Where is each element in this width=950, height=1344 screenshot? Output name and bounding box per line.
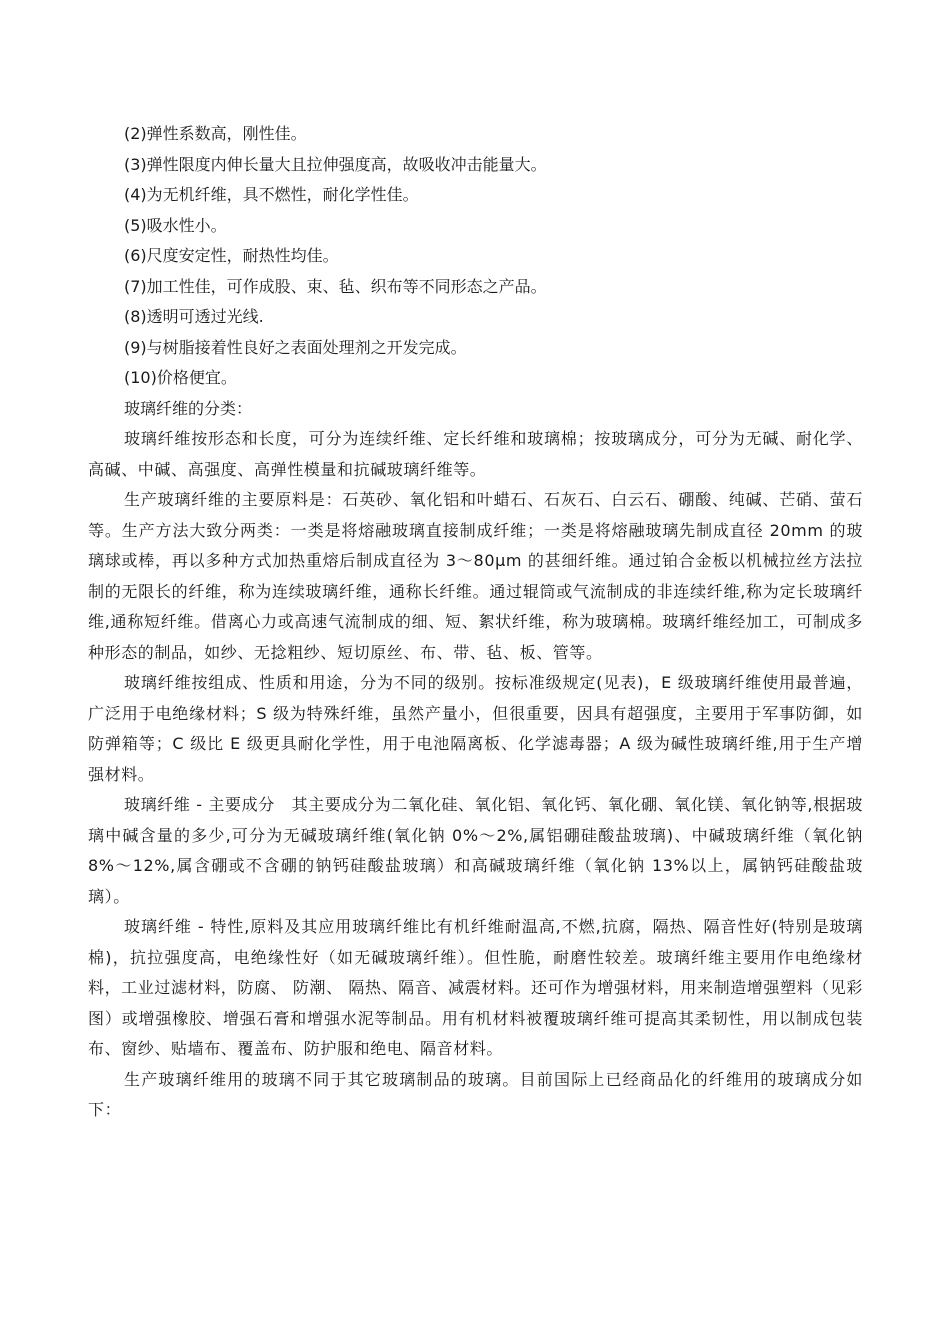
list-item: (10)价格便宜。	[124, 368, 237, 387]
list-item: (5)吸水性小。	[124, 215, 227, 235]
list-item: (7)加工性佳，可作成股、束、毡、织布等不同形态之产品。	[124, 276, 547, 296]
paragraph-classification: 玻璃纤维按形态和长度，可分为连续纤维、定长纤维和玻璃棉；按玻璃成分，可分为无碱、耐化学、高碱、中碱、高强度、高弹性模量和抗碱玻璃纤维等。	[88, 429, 863, 479]
paragraph-glass-composition: 生产玻璃纤维用的玻璃不同于其它玻璃制品的玻璃。目前国际上已经商品化的纤维用的玻璃成分如下：	[88, 1069, 863, 1119]
list-item: (3)弹性限度内伸长量大且拉伸强度高，故吸收冲击能量大。	[124, 154, 547, 174]
paragraph-grades: 玻璃纤维按组成、性质和用途，分为不同的级别。按标准级规定(见表)，E 级玻璃纤维使用最普遍，广泛用于电绝缘材料；S 级为特殊纤维，虽然产量小，但很重要，因具有超强度，主要用于军事防御，如防弹箱等；C 级比 E 级更具耐化学性，用于电池隔离板、化学滤毒器；A 级为碱性玻璃纤维,用于生产增强材料。	[88, 673, 863, 784]
list-item: (2)弹性系数高，刚性佳。	[124, 124, 307, 143]
list-item: (9)与树脂接着性良好之表面处理剂之开发完成。	[124, 337, 467, 357]
paragraph-production: 生产玻璃纤维的主要原料是：石英砂、氧化铝和叶蜡石、石灰石、白云石、硼酸、纯碱、芒硝、萤石等。生产方法大致分两类：一类是将熔融玻璃直接制成纤维；一类是将熔融玻璃先制成直径 20mm 的玻璃球或棒，再以多种方式加热重熔后制成直径为 3～80μm 的甚细纤维。通过铂合金板以机械拉丝方法拉制的无限长的纤维，称为连续玻璃纤维，通称长纤维。通过辊筒或气流制成的非连续纤维,称为定长玻璃纤维,通称短纤维。借离心力或高速气流制成的细、短、絮状纤维，称为玻璃棉。玻璃纤维经加工，可制成多种形态的制品，如纱、无捻粗纱、短切原丝、布、带、毡、板、管等。	[88, 490, 863, 662]
paragraph-properties: 玻璃纤维 - 特性,原料及其应用玻璃纤维比有机纤维耐温高,不燃,抗腐，隔热、隔音性好(特别是玻璃棉)，抗拉强度高，电绝缘性好（如无碱玻璃纤维）。但性脆，耐磨性较差。玻璃纤维主要用作电绝缘材料，工业过滤材料，防腐、 防潮、 隔热、隔音、减震材料。还可作为增强材料，用来制造增强塑料（见彩图）或增强橡胶、增强石膏和增强水泥等制品。用有机材料被覆玻璃纤维可提高其柔韧性，用以制成包装布、窗纱、贴墙布、覆盖布、防护服和绝电、隔音材料。	[88, 917, 863, 1058]
classification-heading: 玻璃纤维的分类：	[124, 398, 253, 418]
list-item: (4)为无机纤维，具不燃性，耐化学性佳。	[124, 185, 419, 204]
paragraph-composition: 玻璃纤维 - 主要成分 其主要成分为二氧化硅、氧化铝、氧化钙、氧化硼、氧化镁、氧化钠等,根据玻璃中碱含量的多少,可分为无碱玻璃纤维(氧化钠 0%～2%,属铝硼硅酸盐玻璃)、中碱玻璃纤维（氧化钠 8%～12%,属含硼或不含硼的钠钙硅酸盐玻璃）和高碱玻璃纤维（氧化钠 13%以上，属钠钙硅酸盐玻璃）。	[88, 795, 863, 906]
document-body	[88, 119, 863, 1126]
list-item: (6)尺度安定性，耐热性均佳。	[124, 246, 339, 265]
list-item: (8)透明可透过光线.	[124, 307, 264, 326]
